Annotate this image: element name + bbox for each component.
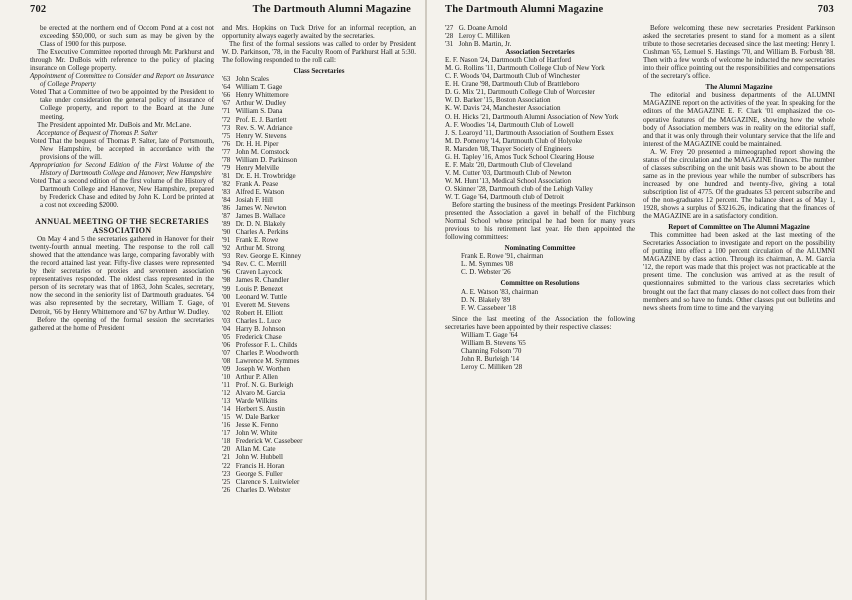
- class-year: '79: [222, 163, 231, 172]
- secretary-name: William D. Parkinson: [234, 155, 298, 164]
- roll-entry: [222, 140, 416, 148]
- class-year: '94: [222, 260, 231, 269]
- class-year: '71: [222, 107, 231, 116]
- left-column-2: [222, 24, 416, 494]
- secretary-name: Frederick Chase: [234, 332, 282, 341]
- roll-entry: [222, 421, 416, 429]
- secretary-name: Allan M. Cate: [234, 445, 276, 454]
- roll-entry: [222, 309, 416, 317]
- class-year: '84: [222, 195, 231, 204]
- roll-entry: [222, 236, 416, 244]
- class-year: '18: [222, 437, 231, 446]
- secretary-name: Francis H. Horan: [234, 461, 285, 470]
- left-page: [0, 0, 425, 600]
- voted-paragraph: Voted That a second edition of the first volume of the History of Dartmouth College and Hanover, New Hampshire, prepared by Frederick Chase and edited by John K. Lord be printed at a cost not exceeding $2000.: [30, 176, 214, 210]
- association-entry: W. T. Gage '64, Dartmouth club of Detroit: [445, 192, 564, 201]
- roll-entry: [222, 453, 416, 461]
- secretary-name: Charles D. Webster: [234, 485, 291, 494]
- paragraph: The President appointed Mr. DuBois and Mr. McLane.: [37, 120, 192, 129]
- class-year: '08: [222, 356, 231, 365]
- roll-entry: [222, 357, 416, 365]
- voted-paragraph: Voted That a Committee of two be appointed by the President to take under consideration the general policy of insurance of College property, and report to the Board at the June meeting.: [30, 88, 214, 121]
- appointed-secretary: William B. Stevens '65: [461, 338, 526, 347]
- class-year: '90: [222, 228, 231, 237]
- class-secretaries-heading: Class Secretaries: [293, 67, 345, 76]
- section-heading-bequest: Acceptance of Bequest of Thomas P. Salter: [37, 128, 158, 137]
- class-year: '02: [222, 308, 231, 317]
- voted-paragraph: Voted That the bequest of Thomas P. Salter, late of Portsmouth, New Hampshire, be accepted in accordance with the provisions of the will.: [30, 136, 214, 161]
- appointed-secretary: Leroy C. Milliken '28: [461, 362, 523, 371]
- roll-entry: [222, 196, 416, 204]
- secretary-name: Everett M. Stevens: [234, 300, 290, 309]
- secretary-name: Lawrence M. Symmes: [234, 356, 300, 365]
- roll-entry: [445, 24, 635, 32]
- roll-entry: [222, 341, 416, 349]
- association-entry: C. F. Woods '04, Dartmouth Club of Winchester: [445, 72, 581, 81]
- roll-entry: [222, 301, 416, 309]
- secretary-name: George S. Fuller: [234, 469, 283, 478]
- secretary-name: Frederick W. Cassebeer: [234, 437, 303, 446]
- class-year: '25: [222, 477, 231, 486]
- secretary-name: Robert H. Elliott: [234, 308, 283, 317]
- appointed-secretary: John R. Burleigh '14: [461, 354, 520, 363]
- paragraph: A. W. Frey '20 presented a mimeographed report showing the status of the circulation and the MAGAZINE finances. The number of classes subscribing on the unit basis was shown to be about the same as in the previous year while the number of subscribers has increased by one hundred and twenty-five, giving a total subscription list of 4775. Of the graduates 53 percent subscribe and of the non-graduates 12 percent. The balance sheet as of May 1, 1928, shows a surplus of $3216.26, indicating that the finances of the MAGAZINE are in a satisfactory condition.: [643, 147, 835, 221]
- secretary-name: Charles P. Woodworth: [234, 348, 299, 357]
- roll-entry: [222, 212, 416, 220]
- secretary-name: Arthur P. Allen: [234, 373, 278, 382]
- roll-entry: [222, 91, 416, 99]
- page-number-left: 702: [30, 4, 47, 15]
- paragraph: The Executive Committee reported through Mr. Parkhurst and through Mr. DuBois with reference to the policy of placing insurance on College property.: [30, 48, 214, 73]
- secretary-name: John B. Martin, Jr.: [457, 40, 512, 49]
- roll-entry: [222, 478, 416, 486]
- class-year: '04: [222, 324, 231, 333]
- secretary-name: John Scales: [234, 75, 269, 84]
- association-entry: E. F. Nason '24, Dartmouth Club of Hartford: [445, 56, 571, 65]
- secretary-name: Josiah F. Hill: [234, 195, 273, 204]
- class-year: '12: [222, 389, 231, 398]
- secretary-name: Henry W. Stevens: [234, 131, 287, 140]
- right-page: [427, 0, 852, 600]
- secretary-name: John W. Hubbell: [234, 453, 283, 462]
- roll-entry: [222, 276, 416, 284]
- secretary-name: Arthur M. Strong: [234, 244, 285, 253]
- class-year: '00: [222, 292, 231, 301]
- right-column-2: [643, 24, 835, 312]
- class-year: '82: [222, 179, 231, 188]
- class-year: '78: [222, 155, 231, 164]
- secretary-name: Henry Whittemore: [234, 91, 289, 100]
- roll-entry: [222, 268, 416, 276]
- secretary-name: Harry B. Johnson: [234, 324, 286, 333]
- committee-member: L. M. Symmes '08: [461, 260, 513, 269]
- class-year: '89: [222, 220, 231, 229]
- roll-entry: [222, 462, 416, 470]
- secretary-name: Herbert S. Austin: [234, 405, 285, 414]
- association-entry: R. Marsden '08, Thayer Society of Engineers: [445, 144, 572, 153]
- roll-entry: [222, 285, 416, 293]
- secretary-name: Rev. George E. Kinney: [234, 252, 302, 261]
- roll-entry: [222, 293, 416, 301]
- secretary-name: John M. Comstock: [234, 147, 290, 156]
- association-entry: W. D. Barker '15, Boston Association: [445, 96, 551, 105]
- class-year: '09: [222, 364, 231, 373]
- secretary-name: Frank A. Pease: [234, 179, 279, 188]
- roll-entry: [222, 405, 416, 413]
- secretary-name: Warde Wilkins: [234, 397, 278, 406]
- class-secretaries-list: [222, 75, 416, 493]
- roll-entry: [222, 116, 416, 124]
- secretary-name: Prof. E. J. Bartlett: [234, 115, 287, 124]
- roll-entry: [222, 373, 416, 381]
- paragraph: Before welcoming these new secretaries President Parkinson asked the secretaries present to stand for a moment as a silent tribute to those secretaries deceased since the last meeting: Henry I. Cushman '65, Lemuel S. Hastings '70, and William B. Forbush '88. Then with a few words of welcome he inducted the new secretaries into their office pointing out the responsibilities and compensations of the secretary's office.: [643, 24, 835, 81]
- class-year: '16: [222, 421, 231, 430]
- secretary-name: William S. Dana: [234, 107, 283, 116]
- paragraph: The editorial and business departments of the ALUMNI MAGAZINE report on the activities of the year. In speaking for the editors of the MAGAZINE E. F. Clark '01 emphasized the co-operative features of the MAGAZINE, showing how the whole body of Association members was in reality on the editorial staff, and that it was only through their voluntary service that the life and interest of the MAGAZINE could be maintained.: [643, 91, 835, 148]
- secretary-name: William T. Gage: [234, 83, 283, 92]
- secretary-name: Frank E. Rowe: [234, 236, 279, 245]
- class-year: '98: [222, 276, 231, 285]
- nominating-committee-heading: Nominating Committee: [504, 244, 576, 253]
- roll-entry: [222, 445, 416, 453]
- roll-entry: [222, 397, 416, 405]
- class-year: '99: [222, 284, 231, 293]
- roll-entry: [222, 75, 416, 83]
- nominating-committee-list: [445, 252, 635, 276]
- association-entry: V. M. Cutter '03, Dartmouth Club of Newton: [445, 168, 572, 177]
- roll-entry: [222, 107, 416, 115]
- committee-member: Frank E. Rowe '91, chairman: [461, 252, 544, 261]
- secretary-name: Charles L. Luce: [234, 316, 281, 325]
- class-year: '73: [222, 123, 231, 132]
- secretary-name: Dr. D. N. Blakely: [234, 220, 286, 229]
- alumni-magazine-heading: The Alumni Magazine: [705, 83, 773, 92]
- roll-entry: [222, 333, 416, 341]
- association-entry: D. G. Mix '21, Dartmouth College Club of Worcester: [445, 88, 595, 97]
- secretary-name: Arthur W. Dudley: [234, 99, 287, 108]
- class-year: '86: [222, 204, 231, 213]
- association-entry: E. F. Malz '20, Dartmouth Club of Cleveland: [445, 160, 572, 169]
- roll-entry: [222, 83, 416, 91]
- class-year: '13: [222, 397, 231, 406]
- roll-entry: [222, 204, 416, 212]
- association-entry: M. G. Rollins '11, Dartmouth College Club of New York: [445, 64, 605, 73]
- roll-entry: [222, 228, 416, 236]
- appointed-secretary: Channing Folsom '70: [461, 346, 522, 355]
- annual-meeting-heading: ANNUAL MEETING OF THE SECRETARIES ASSOCIATION: [35, 217, 209, 236]
- class-year: '06: [222, 340, 231, 349]
- paragraph: Before starting the business of the meetings President Parkinson presented the Association a gavel in behalf of the Fitchburg Normal School whose principal he had been for many years previous to his retirement last year. He then appointed the following committees:: [445, 201, 635, 242]
- roll-entry: [222, 260, 416, 268]
- roll-entry: [222, 220, 416, 228]
- secretary-name: Charles A. Perkins: [234, 228, 289, 237]
- class-year: '92: [222, 244, 231, 253]
- paragraph: be erected at the northern end of Occom Pond at a cost not exceeding $50,000, or such sum as may be given by the Class of 1900 for this purpose.: [40, 24, 214, 49]
- association-entry: J. S. Learoyd '11, Dartmouth Association of Southern Essex: [445, 128, 614, 137]
- class-year: '63: [222, 75, 231, 84]
- secretary-name: John W. White: [234, 429, 278, 438]
- class-year: '96: [222, 268, 231, 277]
- secretary-name: Alfred E. Watson: [234, 187, 285, 196]
- roll-entry: [222, 180, 416, 188]
- secretary-name: James W. Newton: [234, 204, 287, 213]
- roll-entry: [222, 365, 416, 373]
- secretary-name: Dr. E. H. Trowbridge: [234, 171, 296, 180]
- roll-entry: [222, 188, 416, 196]
- secretary-name: Craven Laycock: [234, 268, 283, 277]
- roll-entry: [222, 172, 416, 180]
- roll-entry: [222, 317, 416, 325]
- left-column-1: [30, 24, 214, 332]
- secretary-name: Jesse K. Fenno: [234, 421, 279, 430]
- roll-entry: [222, 124, 416, 132]
- right-running-head: [445, 4, 834, 15]
- class-year: '11: [222, 381, 231, 390]
- paragraph: On May 4 and 5 the secretaries gathered in Hanover for their twenty-fourth annual meeting. The response to the roll call showed that the attendance was large, comparing favorably with the record attained last year. Fifty-five classes were represented by their secretaries or proxies and seventeen association representatives responded. The oldest class represented in the person of its secretary was that of 1863, John Scales, secretary, now the second in the seniority list of Dartmouth graduates. '64 was also represented by the secretary, William T. Gage, of Detroit, '66 by Henry Whittemore and '67 by Arthur W. Dudley.: [30, 235, 214, 316]
- roll-entry: [222, 437, 416, 445]
- secretary-name: Henry Melville: [234, 163, 280, 172]
- roll-entry: [222, 148, 416, 156]
- association-entry: W. M. Hunt '13, Medical School Association: [445, 176, 572, 185]
- class-year: '72: [222, 115, 231, 124]
- committee-member: C. D. Webster '26: [461, 268, 511, 277]
- association-entry: K. W. Davis '24, Manchester Association: [445, 104, 561, 113]
- secretary-name: Rev. C. C. Merrill: [234, 260, 287, 269]
- committee-member: F. W. Cassebeer '18: [461, 303, 516, 312]
- association-entry: A. F. Woodies '14, Dartmouth Club of Lowell: [445, 120, 574, 129]
- roll-entry: [222, 413, 416, 421]
- class-year: '15: [222, 413, 231, 422]
- association-entry: O. Skinner '28, Dartmouth club of the Lehigh Valley: [445, 184, 593, 193]
- association-entry: M. D. Pomeroy '14, Dartmouth Club of Holyoke: [445, 136, 583, 145]
- class-year: '26: [222, 485, 231, 494]
- roll-entry: [222, 244, 416, 252]
- right-column-1: [445, 24, 635, 371]
- class-year: '01: [222, 300, 231, 309]
- secretary-name: James B. Wallace: [234, 212, 286, 221]
- class-year: '91: [222, 236, 231, 245]
- association-entry: O. H. Hicks '21, Dartmouth Alumni Association of New York: [445, 112, 619, 121]
- running-head-title-right: The Dartmouth Alumni Magazine: [445, 4, 604, 15]
- secretary-name: Professor F. L. Childs: [234, 340, 298, 349]
- committee-member: A. E. Watson '83, chairman: [461, 287, 539, 296]
- secretary-name: Dr. H. H. Piper: [234, 139, 279, 148]
- class-year: '14: [222, 405, 231, 414]
- roll-entry: [222, 486, 416, 494]
- class-year: '93: [222, 252, 231, 261]
- class-year: '22: [222, 461, 231, 470]
- secretary-name: Joseph W. Worthen: [234, 364, 291, 373]
- class-year: '83: [222, 187, 231, 196]
- class-year: '66: [222, 91, 231, 100]
- paragraph: Before the opening of the formal session the secretaries gathered at the home of President: [30, 315, 214, 332]
- resolutions-committee-heading: Committee on Resolutions: [500, 279, 580, 288]
- class-year: '67: [222, 99, 231, 108]
- class-year: '21: [222, 453, 231, 462]
- paragraph: This committee had been asked at the last meeting of the Secretaries Association to investigate and report on the possibility of putting into effect a 100 percent circulation of the ALUMNI MAGAZINE by class action. Through its chairman, A. M. Garcia '12, the report was made that this project was not practicable at the present time. The conclusion was arrived at as the result of questionnaires submitted to the various class secretaries which brought out the fact that many classes do not collect dues from their members and so have no funds. Other classes put out bulletins and news sheets from time to time and the varying: [643, 231, 835, 312]
- class-year: '64: [222, 83, 231, 92]
- class-year: '20: [222, 445, 231, 454]
- roll-entry: [222, 156, 416, 164]
- association-secretaries-heading: Association Secretaries: [505, 48, 575, 57]
- class-year: '03: [222, 316, 231, 325]
- roll-entry: [445, 32, 635, 40]
- resolutions-committee-list: [445, 288, 635, 312]
- roll-entry: [222, 132, 416, 140]
- section-heading-insurance: Appointment of Committee to Consider and Report on Insurance of College Property: [30, 72, 214, 89]
- left-running-head: [30, 4, 411, 15]
- class-secretaries-list-cont: [445, 24, 635, 48]
- paragraph: and Mrs. Hopkins on Tuck Drive for an informal reception, an opportunity always eagerly awaited by the secretaries.: [222, 24, 416, 41]
- appointed-secretary: William T. Gage '64: [461, 330, 518, 339]
- class-year: '76: [222, 139, 231, 148]
- class-year: '75: [222, 131, 231, 140]
- roll-entry: [222, 349, 416, 357]
- secretary-name: Louis P. Benezet: [234, 284, 283, 293]
- class-year: '05: [222, 332, 231, 341]
- class-year: '27: [445, 24, 454, 32]
- class-year: '31: [445, 40, 454, 49]
- roll-entry: [445, 40, 635, 48]
- class-year: '87: [222, 212, 231, 221]
- secretary-name: Leroy C. Milliken: [457, 32, 510, 41]
- roll-entry: [222, 252, 416, 260]
- secretary-name: Rev. S. W. Adriance: [234, 123, 293, 132]
- roll-entry: [222, 325, 416, 333]
- class-year: '81: [222, 171, 231, 180]
- class-year: '23: [222, 469, 231, 478]
- appointed-secretaries-list: [445, 331, 635, 371]
- secretary-name: Alvaro M. Garcia: [234, 389, 286, 398]
- class-year: '28: [445, 32, 454, 41]
- roll-entry: [222, 389, 416, 397]
- roll-entry: [222, 429, 416, 437]
- roll-entry: [222, 470, 416, 478]
- secretary-name: Clarence S. Luitwieler: [234, 477, 300, 486]
- secretary-name: G. Doane Arnold: [457, 24, 508, 32]
- class-year: '77: [222, 147, 231, 156]
- secretary-name: Leonard W. Tuttle: [234, 292, 287, 301]
- committee-member: D. N. Blakely '89: [461, 295, 511, 304]
- secretary-name: W. Dale Barker: [234, 413, 280, 422]
- paragraph: The first of the formal sessions was called to order by President W. D. Parkinson, '78, in the Faculty Room of Parkhurst Hall at 5:30. The following responded to the roll call:: [222, 40, 416, 65]
- roll-entry: [222, 381, 416, 389]
- class-year: '07: [222, 348, 231, 357]
- association-secretaries-list: [445, 56, 635, 201]
- roll-entry: [222, 99, 416, 107]
- page-number-right: 703: [817, 4, 834, 15]
- secretary-name: Prof. N. G. Burleigh: [234, 381, 294, 390]
- association-entry: E. H. Crane '98, Dartmouth Club of Brattleboro: [445, 80, 580, 89]
- roll-entry: [222, 164, 416, 172]
- association-entry: G. H. Tapley '16, Amos Tuck School Clearing House: [445, 152, 595, 161]
- section-heading-appropriation: Appropriation for Second Edition of the First Volume of the History of Dartmouth College and Hanover, New Hampshire: [30, 160, 214, 177]
- secretary-name: James R. Chandler: [234, 276, 289, 285]
- committee-report-heading: Report of Committee on The Alumni Magazine: [668, 223, 810, 232]
- paragraph: Since the last meeting of the Association the following secretaries have been appointed by their respective classes:: [445, 314, 635, 331]
- class-year: '17: [222, 429, 231, 438]
- running-head-title-left: The Dartmouth Alumni Magazine: [252, 4, 411, 15]
- class-year: '10: [222, 373, 231, 382]
